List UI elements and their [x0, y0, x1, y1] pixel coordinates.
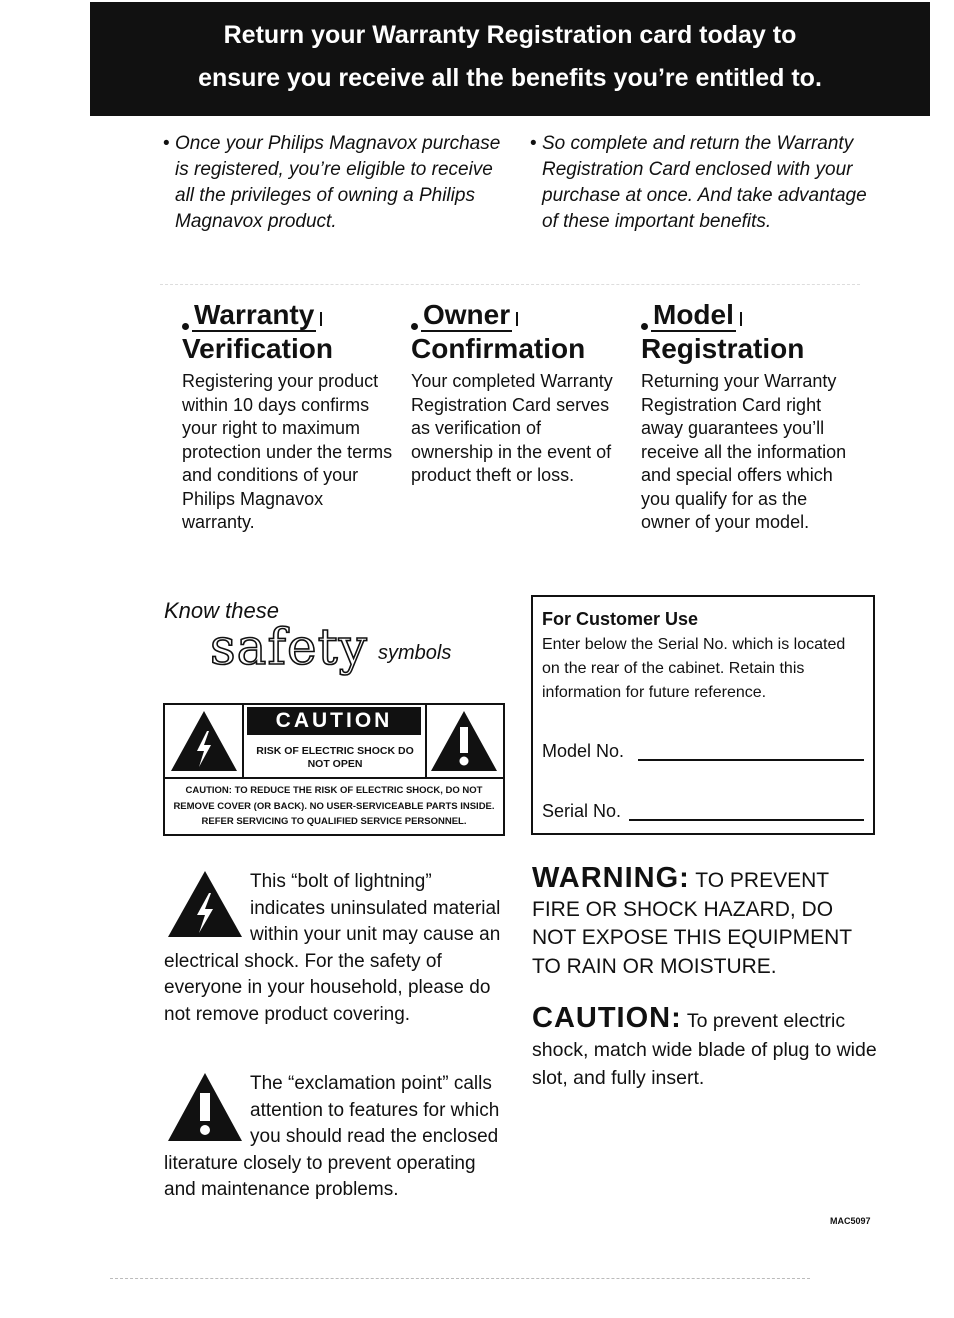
- lightning-triangle-icon: [169, 709, 239, 773]
- serial-no-label: Serial No.: [542, 801, 622, 821]
- intro-left: [163, 131, 510, 235]
- benefit-warranty-verification: [182, 298, 397, 535]
- benefit-title-2: Verification: [182, 333, 333, 364]
- warning-heading: WARNING:: [532, 862, 690, 894]
- banner-line-2: ensure you receive all the benefits you’re entitled to.: [198, 64, 822, 92]
- lightning-triangle-icon: [166, 869, 244, 939]
- divider: [242, 705, 244, 777]
- symbols-text: symbols: [378, 642, 452, 664]
- benefit-title-1-text: Owner: [423, 299, 511, 330]
- bullet-dot: •: [530, 133, 537, 154]
- bullet-dot-icon: [641, 323, 648, 330]
- benefit-body: Your completed Warranty Registration Card serves as verification of ownership in the event of product theft or loss.: [411, 371, 613, 485]
- exclamation-triangle-icon: [166, 1071, 244, 1143]
- lightning-text: This “bolt of lightning” indicates uninsulated material within your unit may cause an electrical shock. For the safety of everyone in your household, please do not remove product covering.: [164, 871, 501, 1025]
- benefit-title-1: [641, 298, 856, 332]
- caution-block: [532, 1004, 877, 1093]
- model-no-label: Model No.: [542, 741, 625, 761]
- model-no-field[interactable]: [638, 759, 864, 761]
- bullet-dot-icon: [182, 323, 189, 330]
- exclamation-explanation: [164, 1071, 509, 1204]
- know-these-text: Know these: [164, 598, 279, 623]
- caution-label-top: [165, 705, 503, 779]
- benefit-title-1: [182, 298, 397, 332]
- caution-heading: CAUTION:: [532, 1002, 682, 1034]
- intro-left-text: Once your Philips Magnavox purchase is registered, you’re eligible to receive all the privileges of owning a Philips Magnavox product.: [175, 133, 501, 232]
- bullet-dot: •: [163, 133, 170, 154]
- caution-warning-text: CAUTION: TO REDUCE THE RISK OF ELECTRIC SHOCK, DO NOT REMOVE COVER (OR BACK). NO USER-SERVICEABLE PARTS INSIDE. REFER SERVICING TO QUALIFIED SERVICE PERSONNEL.: [173, 785, 495, 827]
- tick-mark: [320, 312, 322, 326]
- customer-desc: Enter below the Serial No. which is located on the rear of the cabinet. Retain this information for future reference.: [542, 636, 846, 701]
- document-code: MAC5097: [830, 1216, 871, 1226]
- intro-right: [530, 131, 872, 235]
- benefit-owner-confirmation: [411, 298, 626, 488]
- banner-line-1: Return your Warranty Registration card today to: [223, 21, 797, 49]
- risk-text: RISK OF ELECTRIC SHOCK DO NOT OPEN: [256, 745, 414, 770]
- caution-title: CAUTION: [247, 707, 421, 735]
- caution-label: [163, 703, 505, 836]
- benefit-model-registration: [641, 298, 856, 535]
- customer-use-box: [531, 595, 875, 835]
- customer-title: For Customer Use: [542, 609, 699, 629]
- scan-noise: [110, 1278, 810, 1280]
- benefit-title-1-text: Model: [653, 299, 734, 330]
- warning-block: [532, 864, 877, 981]
- benefit-body: Registering your product within 10 days confirms your right to maximum protection under the terms and conditions of your Philips Magnavox warranty.: [182, 371, 393, 532]
- registration-banner: [90, 2, 930, 116]
- exclamation-triangle-icon: [429, 709, 499, 773]
- benefit-title-2: Registration: [641, 333, 805, 364]
- safety-word: safety: [210, 618, 368, 676]
- tick-mark: [516, 312, 518, 326]
- benefit-body: Returning your Warranty Registration Card right away guarantees you’ll receive all the information and special offers which you qualify for as the owner of your model.: [641, 371, 847, 532]
- tick-mark: [740, 312, 742, 326]
- intro-right-text: So complete and return the Warranty Registration Card enclosed with your purchase at once. And take advantage of these important benefits.: [542, 133, 867, 232]
- warning-text: TO PREVENT FIRE OR SHOCK HAZARD, DO NOT EXPOSE THIS EQUIPMENT TO RAIN OR MOISTURE.: [532, 869, 852, 978]
- divider: [160, 284, 860, 286]
- benefit-title-1-text: Warranty: [194, 299, 315, 330]
- serial-no-field[interactable]: [629, 819, 864, 821]
- divider: [425, 705, 427, 777]
- lightning-explanation: [164, 869, 509, 1028]
- exclamation-text: The “exclamation point” calls attention to features for which you should read the enclosed literature closely to prevent operating and maintenance problems.: [164, 1073, 500, 1200]
- benefit-title-1: [411, 298, 626, 332]
- caution-text: To prevent electric shock, match wide blade of plug to wide slot, and fully insert.: [532, 1010, 877, 1089]
- benefit-title-2: Confirmation: [411, 333, 586, 364]
- bullet-dot-icon: [411, 323, 418, 330]
